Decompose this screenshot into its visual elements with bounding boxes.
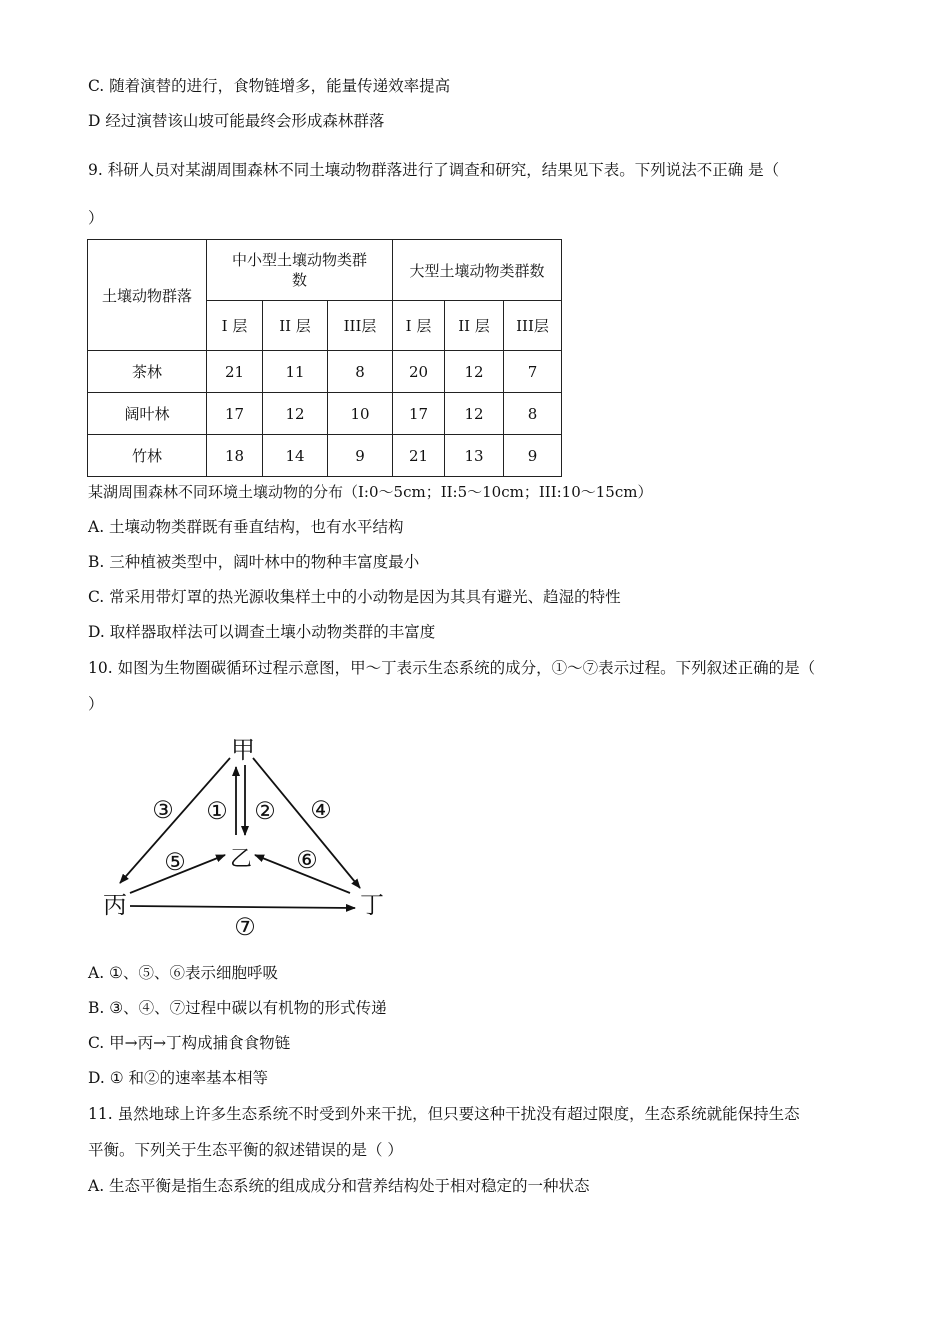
table-cell: 12	[445, 393, 504, 435]
q10-option-b: B. ③、④、⑦过程中碳以有机物的形式传递	[88, 999, 387, 1017]
table-cell: 11	[263, 351, 328, 393]
process-2-label: ②	[254, 797, 276, 825]
table-cell: 10	[328, 393, 393, 435]
q11-stem-line1: 11. 虽然地球上许多生态系统不时受到外来干扰，但只要这种干扰没有超过限度，生态系统就能保持生态	[88, 1105, 800, 1123]
process-1-label: ①	[206, 797, 228, 825]
row-header-cell: 土壤动物群落	[88, 240, 207, 351]
layer-header: II 层	[263, 301, 328, 351]
table-caption: 某湖周围森林不同环境土壤动物的分布（I:0～5cm；II:5～10cm；III:10～15cm）	[88, 483, 653, 501]
table-cell: 17	[207, 393, 263, 435]
table-cell: 9	[504, 435, 562, 477]
table-cell: 8	[504, 393, 562, 435]
soil-animal-table	[87, 239, 562, 477]
q9-option-a: A. 土壤动物类群既有垂直结构，也有水平结构	[88, 518, 404, 536]
table-cell: 14	[263, 435, 328, 477]
row-name: 阔叶林	[88, 393, 207, 435]
row-name: 竹林	[88, 435, 207, 477]
q11-option-a: A. 生态平衡是指生态系统的组成成分和营养结构处于相对稳定的一种状态	[88, 1177, 590, 1195]
q10-stem: 10. 如图为生物圈碳循环过程示意图，甲～丁表示生态系统的成分，①～⑦表示过程。下列叙述正确的是（	[88, 659, 816, 677]
q9-stem-close: ）	[88, 209, 104, 227]
q10-option-d: D. ① 和②的速率基本相等	[88, 1069, 269, 1087]
q9-stem: 9. 科研人员对某湖周围森林不同土壤动物群落进行了调查和研究，结果见下表。下列说法不正确 是（	[88, 161, 780, 179]
q8-option-d: D 经过演替该山坡可能最终会形成森林群落	[88, 112, 385, 130]
q10-option-a: A. ①、⑤、⑥表示细胞呼吸	[88, 964, 278, 982]
process-4-label: ④	[310, 796, 332, 824]
q10-stem-close: ）	[88, 695, 104, 713]
table-row	[88, 393, 562, 435]
table-cell: 12	[263, 393, 328, 435]
process-3-label: ③	[152, 796, 174, 824]
group-small-header: 中小型土壤动物类群数	[207, 240, 393, 301]
layer-header: III层	[328, 301, 393, 351]
carbon-cycle-diagram	[95, 730, 395, 945]
table-cell: 21	[207, 351, 263, 393]
table-cell: 18	[207, 435, 263, 477]
table-cell: 13	[445, 435, 504, 477]
process-6-label: ⑥	[296, 846, 318, 874]
layer-header: III层	[504, 301, 562, 351]
q9-option-d: D. 取样器取样法可以调查土壤小动物类群的丰富度	[88, 623, 436, 641]
q9-option-c: C. 常采用带灯罩的热光源收集样土中的小动物是因为其具有避光、趋湿的特性	[88, 588, 621, 606]
node-jia: 甲	[231, 736, 255, 764]
arrow-bing-to-ding	[130, 906, 355, 908]
node-ding: 丁	[360, 891, 384, 919]
table-row	[88, 351, 562, 393]
layer-header: I 层	[207, 301, 263, 351]
node-yi: 乙	[229, 847, 253, 872]
table-row	[88, 435, 562, 477]
q9-option-b: B. 三种植被类型中，阔叶林中的物种丰富度最小	[88, 553, 420, 571]
layer-header: II 层	[445, 301, 504, 351]
table-cell: 9	[328, 435, 393, 477]
node-bing: 丙	[103, 891, 127, 919]
table-cell: 21	[393, 435, 445, 477]
table-cell: 8	[328, 351, 393, 393]
q11-stem-line2: 平衡。下列关于生态平衡的叙述错误的是（ ）	[88, 1141, 403, 1159]
table-cell: 17	[393, 393, 445, 435]
process-7-label: ⑦	[234, 913, 256, 941]
table-cell: 20	[393, 351, 445, 393]
layer-header: I 层	[393, 301, 445, 351]
table-cell: 12	[445, 351, 504, 393]
row-name: 茶林	[88, 351, 207, 393]
q10-option-c: C. 甲→丙→丁构成捕食食物链	[88, 1034, 291, 1052]
table-cell: 7	[504, 351, 562, 393]
process-5-label: ⑤	[164, 848, 186, 876]
group-large-header: 大型土壤动物类群数	[393, 240, 562, 301]
q8-option-c: C. 随着演替的进行，食物链增多，能量传递效率提高	[88, 77, 451, 95]
